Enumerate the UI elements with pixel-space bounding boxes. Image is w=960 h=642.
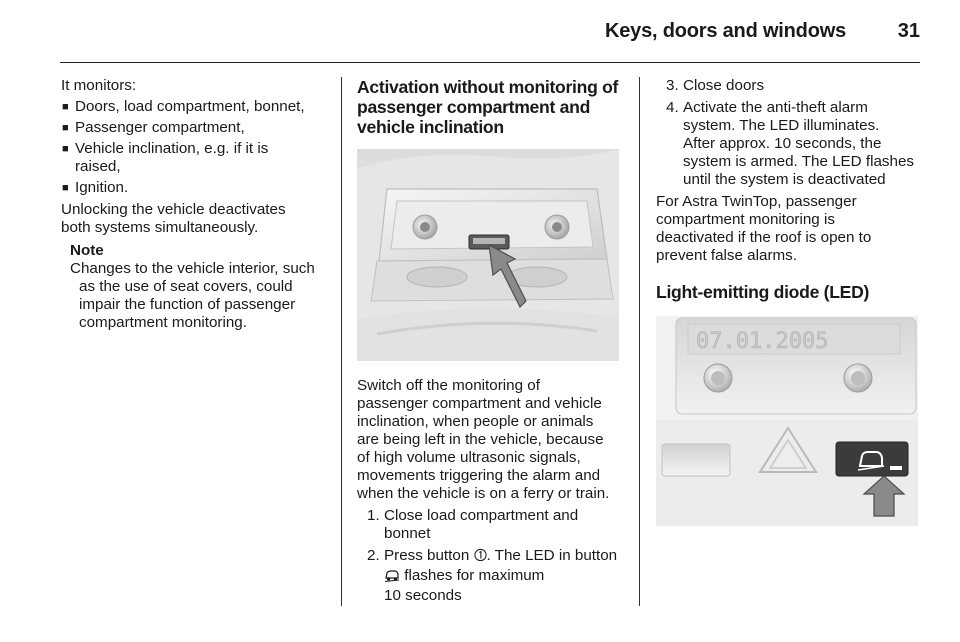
- led-indicator: [890, 466, 902, 470]
- bullet-square-icon: ■: [62, 101, 69, 113]
- page-number: 31: [897, 20, 920, 42]
- section-heading-activation: Activation without monitoring of passenger compartment and vehicle inclination: [357, 77, 619, 137]
- twintop-text: For Astra TwinTop, passenger compartment monitoring is deactivated if the roof is open to prevent false alarms.: [656, 193, 872, 264]
- figure-led-panel: [656, 316, 918, 526]
- bullet-square-icon: ■: [62, 182, 69, 194]
- step-3: 3. Close doors: [666, 77, 765, 94]
- step-2: 2. Press button . The LED in button flashes for maximum 10 seconds: [367, 547, 618, 604]
- note-text: Changes to the vehicle interior, such as the use of seat covers, could impair the function of passenger compartment monitoring.: [70, 260, 315, 331]
- column-3: [656, 77, 924, 526]
- column-2: [357, 77, 627, 605]
- intro-text: It monitors:: [61, 77, 137, 94]
- unlock-text: Unlocking the vehicle deactivates both systems simultaneously.: [61, 201, 286, 236]
- alarm-button: [836, 442, 908, 476]
- step-4: 4. Activate the anti-theft alarm system. The LED illuminates. After approx. 10 seconds, the system is armed. The LED flashes until the system is deactivated: [666, 99, 914, 188]
- step-1: 1. Close load compartment and bonnet: [367, 507, 579, 542]
- car-tilt-icon: [384, 568, 400, 587]
- bullet-square-icon: ■: [62, 143, 69, 155]
- column-divider-2: [639, 77, 640, 606]
- bullet-item: ■ Doors, load compartment, bonnet,: [62, 98, 305, 115]
- body-text: Switch off the monitoring of passenger compartment and vehicle inclination, when people or animals are being left in the vehicle, because of high volume ultrasonic signals, movements triggering the alarm and when the vehicle is on a ferry or train.: [357, 377, 610, 502]
- console-illustration: [357, 149, 619, 361]
- bullet-item: ■ Vehicle inclination, e.g. if it is raised,: [62, 140, 269, 175]
- bullet-square-icon: ■: [62, 122, 69, 134]
- page-header: [60, 0, 920, 63]
- circled-one-icon: [474, 548, 487, 567]
- section-heading-led: Light-emitting diode (LED): [656, 282, 870, 302]
- figure-console-button: [357, 149, 619, 361]
- page-title: Keys, doors and windows: [605, 20, 846, 42]
- note-heading: Note: [70, 242, 104, 259]
- bullet-item: ■ Ignition.: [62, 179, 129, 196]
- column-divider-1: [341, 77, 342, 606]
- clock-display: 07.01.2005: [696, 329, 829, 354]
- note-box: [70, 242, 329, 332]
- bullet-item: ■ Passenger compartment,: [62, 119, 245, 136]
- column-1: [61, 77, 329, 332]
- left-switch: [662, 444, 730, 476]
- led-panel-illustration: [656, 316, 918, 526]
